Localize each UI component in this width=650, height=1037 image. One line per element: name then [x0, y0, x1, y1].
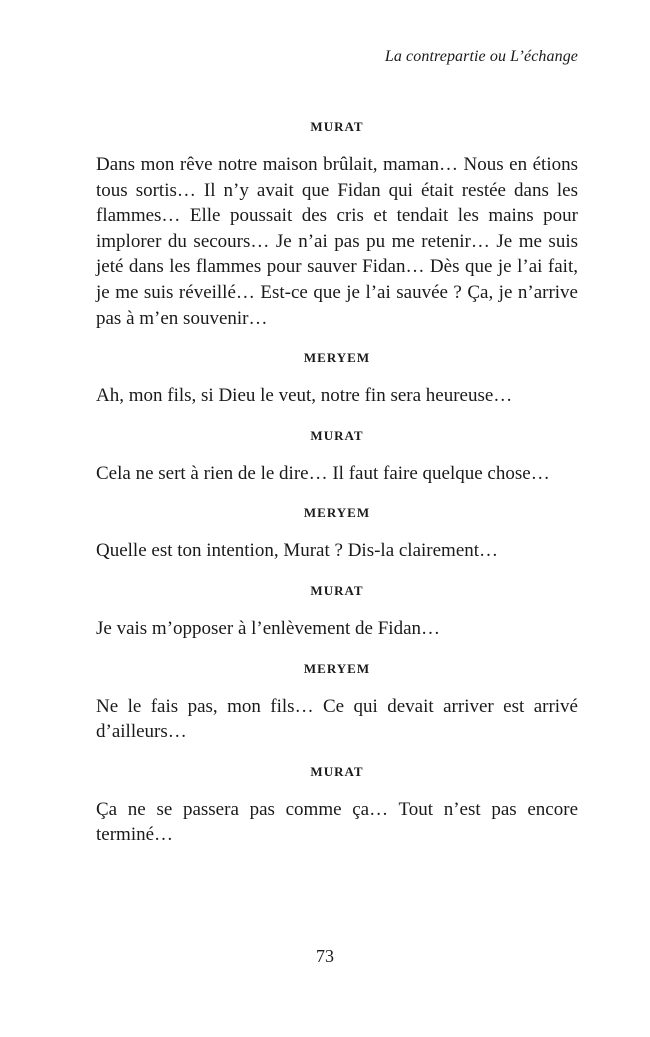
dialogue-line: Je vais m’opposer à l’enlèvement de Fidan…	[96, 617, 441, 639]
dialogue-line: Ça ne se passera pas comme ça… Tout n’est pas encore terminé…	[96, 798, 578, 846]
speaker-name: MURAT	[310, 119, 364, 134]
speaker-name: MERYEM	[303, 350, 371, 366]
speaker-name: MURAT	[310, 763, 364, 779]
speaker-name: MURAT	[310, 582, 364, 598]
dialogue-line: Cela ne sert à rien de le dire… Il faut faire quelque chose…	[96, 462, 550, 484]
page-number: 73	[316, 946, 334, 966]
dialogue-line: Dans mon rêve notre maison brûlait, maman… Nous en étions tous sortis… Il n’y avait que Fidan qui était restée dans les flammes… Elle poussait des cris et tendait les mains pour implorer du secours… Je n’ai pas pu me retenir… Je me suis jeté dans les flammes pour sauver Fidan… Dès que je l’ai fait, je me suis réveillé… Est-ce que je l’ai sauvée ? Ça, je n’arrive pas à m’en souvenir…	[96, 154, 578, 329]
dialogue-line: Ah, mon fils, si Dieu le veut, notre fin sera heureuse…	[96, 385, 513, 407]
speaker-name: MERYEM	[303, 660, 371, 676]
speaker-name: MURAT	[310, 427, 364, 443]
dialogue-line: Quelle est ton intention, Murat ? Dis-la clairement…	[96, 540, 499, 562]
speaker-name: MERYEM	[303, 505, 371, 521]
dialogue-body	[96, 118, 578, 866]
dialogue-line: Ne le fais pas, mon fils… Ce qui devait arriver est arrivé d’ailleurs…	[96, 695, 578, 743]
running-header: La contrepartie ou L’échange	[384, 48, 578, 65]
